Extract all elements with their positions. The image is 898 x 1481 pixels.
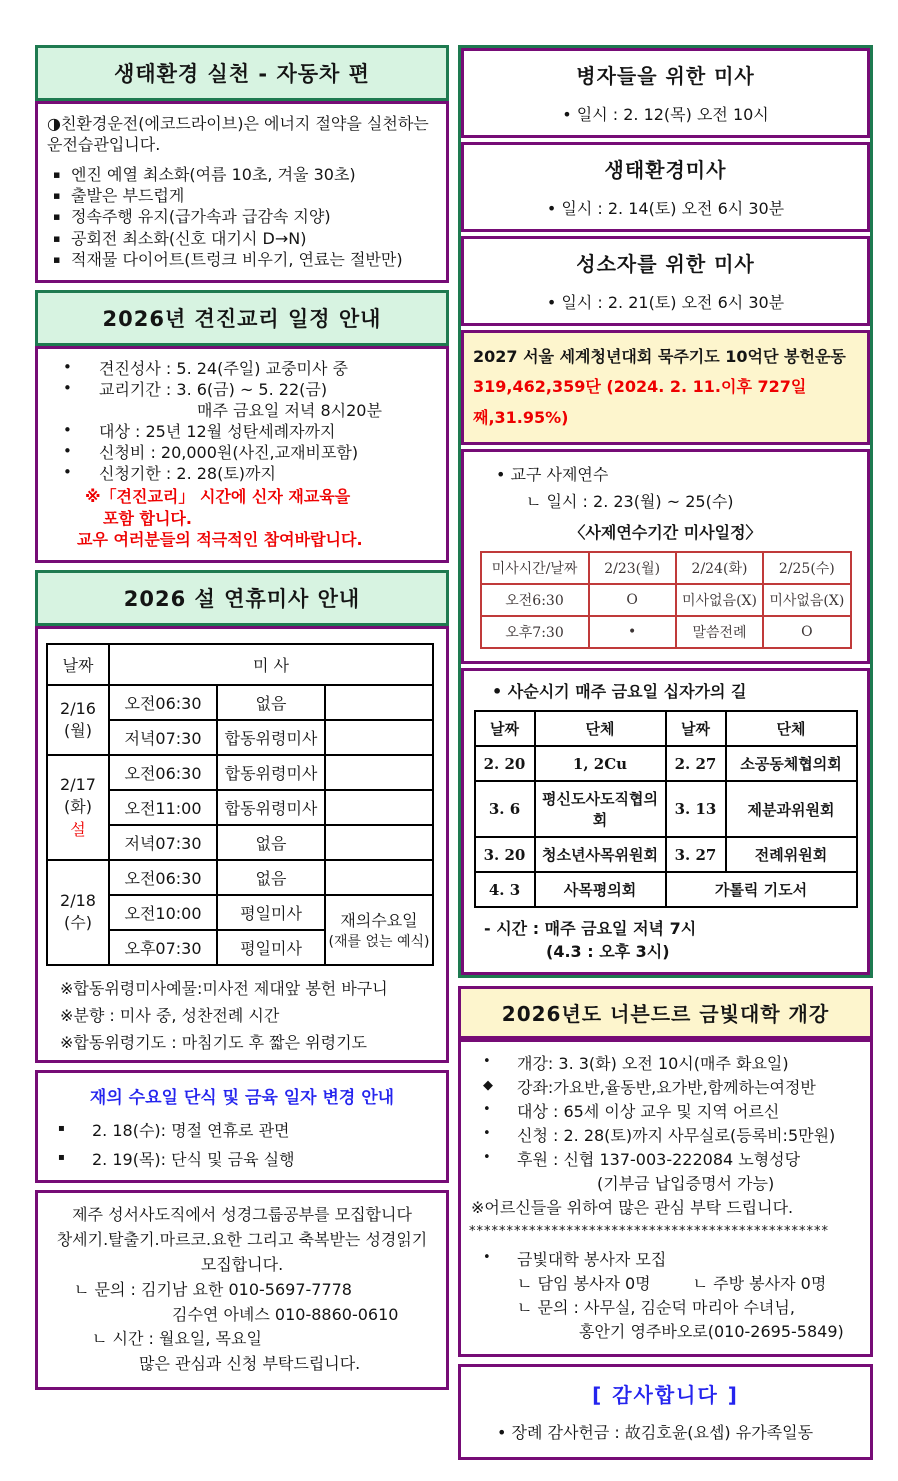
list-item-text: 교리기간 : 3. 6(금) ~ 5. 22(금) xyxy=(99,379,328,399)
bible-contact: 김수연 아녜스 010-8860-0610 xyxy=(172,1304,399,1324)
mass-cell: 없음 xyxy=(217,825,325,860)
date-cell xyxy=(47,755,109,860)
cell: 말씀전례 xyxy=(676,616,763,648)
time-cell: 오전11:00 xyxy=(109,790,217,825)
holiday-title: 2026 설 연휴미사 안내 xyxy=(35,570,449,626)
header-cell: 미사시간/날짜 xyxy=(481,552,589,584)
sick-mass-title: 병자들을 위한 미사 xyxy=(576,64,755,88)
round-bullet-icon: • xyxy=(63,421,72,440)
college-note: ※어르신들을 위하여 많은 관심 부탁 드립니다. xyxy=(471,1198,794,1218)
bible-contact: ㄴ 문의 : 김기남 요한 010-5697-7778 xyxy=(74,1279,352,1299)
bible-line: 제주 성서사도직에서 성경그룹공부를 모집합니다 xyxy=(72,1205,412,1225)
round-bullet-icon: • xyxy=(483,1054,491,1070)
header-cell: 2/25(수) xyxy=(763,552,850,584)
stations-time-note2: (4.3 : 오후 3시) xyxy=(546,942,670,962)
ash-wednesday-cell xyxy=(325,895,433,965)
bible-line: 창세기.탈출기.마르코.요한 그리고 축복받는 성경읽기 xyxy=(56,1230,428,1250)
round-bullet-icon: • xyxy=(63,378,72,397)
list-item-text: 개강: 3. 3(화) 오전 10시(매주 화요일) xyxy=(517,1054,789,1074)
donation-receipt-note: (기부금 납입증명서 가능) xyxy=(597,1174,775,1194)
cell: 2. 20 xyxy=(475,746,535,781)
cell: 4. 3 xyxy=(475,872,535,907)
header-cell: 날짜 xyxy=(666,711,726,746)
cell: 미사없음(X) xyxy=(676,584,763,616)
list-item xyxy=(53,249,438,270)
round-bullet-icon: • xyxy=(63,442,72,461)
thanks-title: [ 감사합니다 ] xyxy=(592,1382,739,1407)
cell: 1, 2Cu xyxy=(535,746,666,781)
cell: O xyxy=(763,616,850,648)
left-column xyxy=(35,45,449,1467)
list-item-text: 대상 : 25년 12월 성탄세례자까지 xyxy=(99,422,336,442)
right-column xyxy=(458,45,873,1467)
eco-intro: ◑친환경운전(에코드라이브)은 에너지 절약을 실천하는 운전습관입니다. xyxy=(47,114,429,155)
confirmation-title: 2026년 견진교리 일정 안내 xyxy=(35,290,449,346)
list-item xyxy=(483,1076,862,1100)
time-cell: 오전10:00 xyxy=(109,895,217,930)
ash-label: 재의수요일 xyxy=(340,911,418,931)
list-item xyxy=(53,206,438,227)
header-cell: 단체 xyxy=(535,711,666,746)
day-text: (월) xyxy=(64,720,92,740)
date-text: 2/18 xyxy=(60,891,96,911)
diamond-bullet-icon: ◆ xyxy=(483,1078,493,1094)
holiday-notes xyxy=(60,976,446,1057)
cell: 3. 13 xyxy=(666,781,726,837)
volunteer-contact2: 홍안기 영주바오로(010-2695-5849) xyxy=(579,1321,844,1341)
section-bible-study xyxy=(35,1190,449,1390)
list-item xyxy=(53,185,438,206)
vocation-mass-title: 성소자를 위한 미사 xyxy=(576,252,755,276)
priest-training-caption: 〈사제연수기간 미사일정〉 xyxy=(569,523,762,543)
square-bullet-icon: ▪ xyxy=(53,189,61,203)
mass-cell: 합동위령미사 xyxy=(217,720,325,755)
day-text: (수) xyxy=(64,913,92,933)
list-item xyxy=(63,379,438,400)
list-item-text: 정속주행 유지(급가속과 급감속 지양) xyxy=(71,207,331,227)
cell: O xyxy=(589,584,676,616)
table-row xyxy=(47,685,433,720)
cell: 오후7:30 xyxy=(481,616,589,648)
volunteer-title-text: 금빛대학 봉사자 모집 xyxy=(517,1249,667,1269)
cell: 오전6:30 xyxy=(481,584,589,616)
extra-cell xyxy=(325,790,433,825)
cell: 3. 27 xyxy=(666,837,726,872)
date-cell xyxy=(47,860,109,965)
stations-table xyxy=(474,710,858,908)
eco-driving-title: 생태환경 실천 - 자동차 편 xyxy=(35,45,449,101)
mass-cell: 없음 xyxy=(217,860,325,895)
list-item xyxy=(483,1148,862,1172)
volunteer-contact: ㄴ 문의 : 사무실, 김순덕 마리아 수녀님, xyxy=(517,1297,795,1317)
square-bullet-icon: ▪ xyxy=(53,210,61,224)
mass-cell: 평일미사 xyxy=(217,895,325,930)
cell: 가톨릭 기도서 xyxy=(666,872,857,907)
holiday-mass-table xyxy=(46,643,434,966)
section-eco-driving xyxy=(35,45,449,283)
list-item xyxy=(483,1124,862,1148)
cell: 2. 27 xyxy=(666,746,726,781)
eco-mass-datetime: • 일시 : 2. 14(토) 오전 6시 30분 xyxy=(546,199,785,218)
list-item xyxy=(63,442,438,463)
section-confirmation xyxy=(35,290,449,563)
priest-training-dates: ㄴ 일시 : 2. 23(월) ~ 25(수) xyxy=(526,492,734,512)
list-item-continuation: 매주 금요일 저녁 8시20분 xyxy=(197,400,382,420)
mass-cell: 합동위령미사 xyxy=(217,755,325,790)
list-item xyxy=(58,1118,438,1141)
ash-sublabel: (재를 얹는 예식) xyxy=(328,934,430,951)
red-note: 교우 여러분들의 적극적인 참여바랍니다. xyxy=(77,529,363,549)
list-item xyxy=(483,1052,862,1076)
list-item xyxy=(63,421,438,442)
cell: 3. 6 xyxy=(475,781,535,837)
table-row xyxy=(47,860,433,895)
priest-training-bullet: • 교구 사제연수 xyxy=(496,465,609,485)
day-text: (화) xyxy=(64,796,92,816)
table-row xyxy=(481,616,851,648)
section-eco-mass xyxy=(461,142,870,232)
square-bullet-icon: ▪ xyxy=(53,168,61,182)
volunteer-count: ㄴ 담임 봉사자 0명 xyxy=(517,1273,651,1293)
section-vocation-mass xyxy=(461,236,870,326)
college-body xyxy=(458,1039,873,1357)
mass-cell: 합동위령미사 xyxy=(217,790,325,825)
round-bullet-icon: • xyxy=(63,357,72,376)
table-row xyxy=(47,755,433,790)
table-row xyxy=(481,584,851,616)
red-note: 포함 합니다. xyxy=(103,508,192,528)
volunteer-count: ㄴ 주방 봉사자 0명 xyxy=(692,1273,827,1293)
square-bullet-icon: ▪ xyxy=(53,252,61,266)
red-note: ※「견진교리」 시간에 신자 재교육을 xyxy=(85,487,351,507)
header-cell: 단체 xyxy=(726,711,857,746)
vocation-mass-datetime: • 일시 : 2. 21(토) 오전 6시 30분 xyxy=(546,293,785,312)
priest-training-table xyxy=(480,551,852,649)
cell: • xyxy=(589,616,676,648)
extra-cell xyxy=(325,685,433,720)
header-mass: 미 사 xyxy=(109,644,433,685)
list-item xyxy=(53,164,438,185)
list-item-text: 2. 19(목): 단식 및 금육 실행 xyxy=(92,1150,295,1170)
extra-cell xyxy=(325,755,433,790)
list-item-text: 강좌:가요반,율동반,요가반,함께하는여정반 xyxy=(517,1078,816,1098)
table-header-row xyxy=(47,644,433,685)
section-ash-wednesday xyxy=(35,1070,449,1183)
list-item-text: 후원 : 신협 137-003-222084 노형성당 xyxy=(517,1150,801,1170)
volunteer-counts xyxy=(517,1272,862,1296)
round-bullet-icon: • xyxy=(483,1249,491,1265)
extra-cell xyxy=(325,720,433,755)
cell: 전례위원회 xyxy=(726,837,857,872)
bible-line: 모집합니다. xyxy=(200,1254,284,1274)
list-item-text: 공회전 최소화(신호 대기시 D→N) xyxy=(71,228,307,248)
list-item-text: 대상 : 65세 이상 교우 및 지역 어르신 xyxy=(517,1102,780,1122)
table-row xyxy=(475,872,857,907)
list-item-text: 적재물 다이어트(트렁크 비우기, 연료는 절반만) xyxy=(71,249,403,269)
mass-cell: 평일미사 xyxy=(217,930,325,965)
thanks-offering-line: • 장례 감사헌금 : 故김호윤(요셉) 유가족일동 xyxy=(497,1422,814,1442)
table-header-row xyxy=(475,711,857,746)
list-item-text: 신청비 : 20,000원(사진,교재비포함) xyxy=(99,443,359,463)
holiday-tag: 설 xyxy=(70,819,86,839)
table-row xyxy=(475,837,857,872)
list-item-text: 견진성사 : 5. 24(주일) 교중미사 중 xyxy=(99,358,348,378)
note-line: ※합동위령기도 : 마침기도 후 짧은 위령기도 xyxy=(60,1032,367,1052)
note-line: ※분향 : 미사 중, 성찬전례 시간 xyxy=(60,1005,280,1025)
cell: 3. 20 xyxy=(475,837,535,872)
list-item xyxy=(63,463,438,484)
section-wyd-rosary xyxy=(461,330,870,445)
stations-time-note: - 시간 : 매주 금요일 저녁 7시 xyxy=(484,919,697,939)
note-line: ※합동위령미사예물:미사전 제대앞 봉헌 바구니 xyxy=(60,978,388,998)
section-golden-college xyxy=(458,986,873,1357)
stations-bullet: • 사순시기 매주 금요일 십자가의 길 xyxy=(492,682,747,702)
table-row xyxy=(475,746,857,781)
header-date: 날짜 xyxy=(47,644,109,685)
divider-stars: ************************************************ xyxy=(469,1224,829,1240)
section-sick-mass xyxy=(461,48,870,138)
holiday-body xyxy=(35,626,449,1064)
cell: 평신도사도직협의회 xyxy=(535,781,666,837)
eco-driving-body xyxy=(35,101,449,283)
list-item-text: 엔진 예열 최소화(여름 10초, 겨울 30초) xyxy=(71,165,356,185)
extra-cell xyxy=(325,825,433,860)
section-thanks xyxy=(458,1364,873,1460)
date-cell xyxy=(47,685,109,755)
date-text: 2/16 xyxy=(60,698,96,718)
square-bullet-icon: ▪ xyxy=(53,231,61,245)
section-stations-of-cross xyxy=(461,668,870,975)
extra-cell xyxy=(325,860,433,895)
right-top-group xyxy=(458,45,873,978)
college-title: 2026년도 너븐드르 금빛대학 개강 xyxy=(458,986,873,1039)
round-bullet-icon: • xyxy=(483,1102,491,1118)
header-cell: 2/24(화) xyxy=(676,552,763,584)
round-bullet-icon: • xyxy=(483,1150,491,1166)
table-header-row xyxy=(481,552,851,584)
time-cell: 오전06:30 xyxy=(109,755,217,790)
square-bullet-icon: ▪ xyxy=(58,1152,65,1164)
wyd-campaign-line: 2027 서울 세계청년대회 묵주기도 10억단 봉헌운동 xyxy=(473,347,846,366)
list-item-text: 2. 18(수): 명절 연휴로 관면 xyxy=(92,1121,290,1141)
ash-wednesday-title: 재의 수요일 단식 및 금육 일자 변경 안내 xyxy=(89,1088,395,1109)
time-cell: 오전06:30 xyxy=(109,860,217,895)
round-bullet-icon: • xyxy=(63,463,72,482)
time-cell: 오전06:30 xyxy=(109,685,217,720)
eco-mass-title: 생태환경미사 xyxy=(604,158,727,182)
time-cell: 저녁07:30 xyxy=(109,720,217,755)
cell: 제분과위원회 xyxy=(726,781,857,837)
wyd-count-line: 319,462,359단 (2024. 2. 11.이후 727일째,31.95%) xyxy=(473,377,807,427)
bible-schedule: ㄴ 시간 : 월요일, 목요일 xyxy=(92,1329,262,1349)
mass-cell: 없음 xyxy=(217,685,325,720)
cell: 소공동체협의회 xyxy=(726,746,857,781)
cell: 청소년사목위원회 xyxy=(535,837,666,872)
cell: 사목평의회 xyxy=(535,872,666,907)
square-bullet-icon: ▪ xyxy=(58,1123,65,1135)
header-cell: 날짜 xyxy=(475,711,535,746)
cell: 미사없음(X) xyxy=(763,584,850,616)
round-bullet-icon: • xyxy=(483,1126,491,1142)
header-cell: 2/23(월) xyxy=(589,552,676,584)
time-cell: 오후07:30 xyxy=(109,930,217,965)
list-item xyxy=(58,1147,438,1170)
section-priest-training xyxy=(461,449,870,664)
list-item xyxy=(53,228,438,249)
bible-closing: 많은 관심과 신청 부탁드립니다. xyxy=(139,1354,361,1374)
time-cell: 저녁07:30 xyxy=(109,825,217,860)
confirmation-body xyxy=(35,346,449,563)
list-item xyxy=(483,1100,862,1124)
list-item-text: 신청 : 2. 28(토)까지 사무실로(등록비:5만원) xyxy=(517,1126,836,1146)
list-item-text: 신청기한 : 2. 28(토)까지 xyxy=(99,464,276,484)
volunteer-title xyxy=(483,1248,862,1272)
list-item-text: 출발은 부드럽게 xyxy=(71,186,185,206)
table-row xyxy=(475,781,857,837)
sick-mass-datetime: • 일시 : 2. 12(목) 오전 10시 xyxy=(562,105,769,124)
list-item xyxy=(63,358,438,379)
date-text: 2/17 xyxy=(60,774,96,794)
section-holiday-masses xyxy=(35,570,449,1064)
